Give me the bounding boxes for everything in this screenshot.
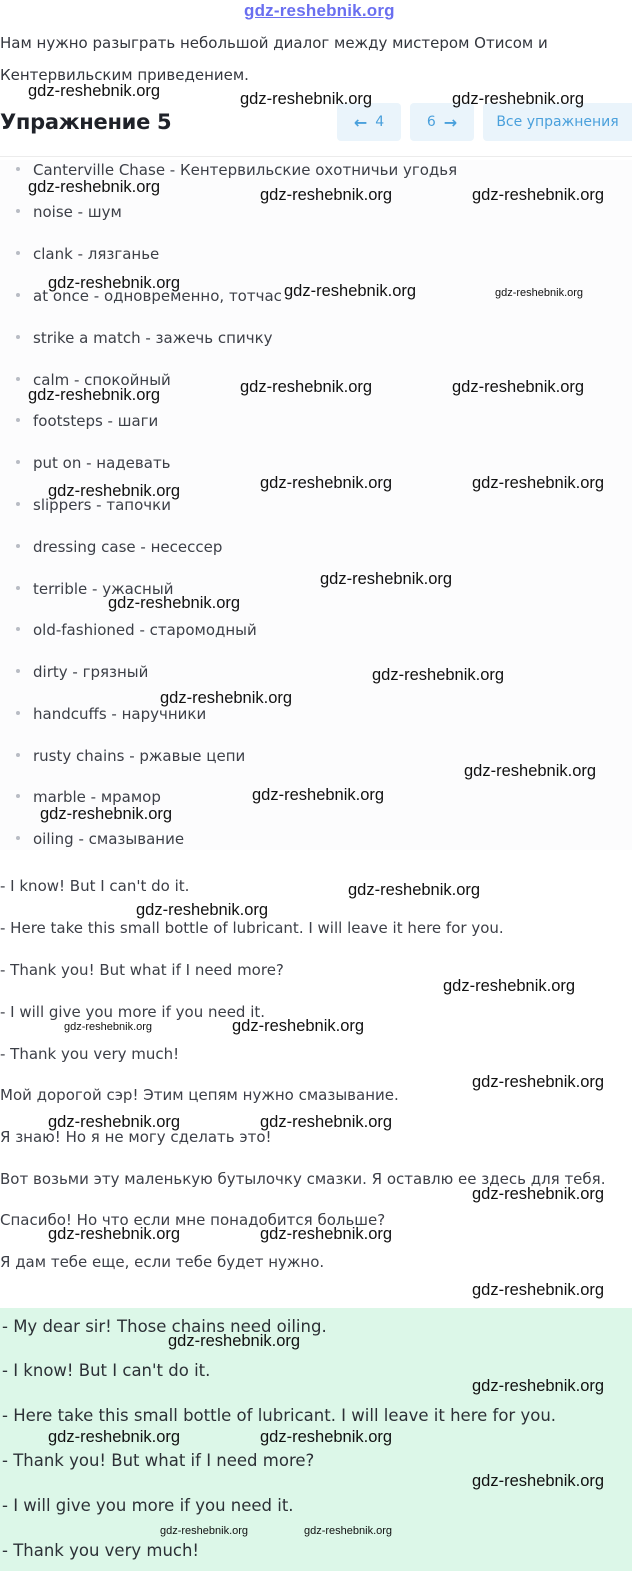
- vocabulary-text: slippers - тапочки: [33, 496, 171, 514]
- vocabulary-text: calm - спокойный: [33, 371, 171, 389]
- watermark-text: gdz-reshebnik.org: [40, 805, 173, 823]
- vocabulary-text: old-fashioned - старомодный: [33, 621, 257, 639]
- watermark-text: gdz-reshebnik.org: [472, 474, 605, 492]
- vocabulary-text: noise - шум: [33, 203, 122, 221]
- watermark-text: gdz-reshebnik.org: [240, 90, 373, 108]
- watermark-text: gdz-reshebnik.org: [260, 1225, 393, 1243]
- dialogue-line: - I know! But I can't do it.: [0, 877, 190, 895]
- vocabulary-text: terrible - ужасный: [33, 580, 174, 598]
- vocabulary-text: footsteps - шаги: [33, 412, 159, 430]
- vocabulary-text: at once - одновременно, тотчас: [33, 287, 282, 305]
- watermark-text: gdz-reshebnik.org: [232, 1017, 365, 1035]
- watermark-text: gdz-reshebnik.org: [348, 881, 481, 899]
- watermark-text: gdz-reshebnik.org: [472, 1185, 605, 1203]
- watermark-text: gdz-reshebnik.org: [472, 186, 605, 204]
- vocabulary-item: [16, 663, 148, 681]
- watermark-text: gdz-reshebnik.org: [252, 786, 385, 804]
- dialogue-line: Спасибо! Но что если мне понадобится больше?: [0, 1211, 386, 1229]
- answer-line: - Thank you very much!: [2, 1541, 200, 1560]
- watermark-text: gdz-reshebnik.org: [452, 378, 585, 396]
- vocabulary-item: [16, 203, 122, 221]
- watermark-text: gdz-reshebnik.org: [495, 287, 584, 299]
- all-exercises-label: Все упражнения: [496, 114, 619, 130]
- site-link[interactable]: gdz-reshebnik.org: [244, 1, 395, 20]
- watermark-text: gdz-reshebnik.org: [472, 1377, 605, 1395]
- answer-line: - I will give you more if you need it.: [2, 1496, 294, 1515]
- vocabulary-text: put on - надевать: [33, 454, 171, 472]
- bullet-icon: [16, 794, 20, 798]
- vocabulary-text: clank - лязганье: [33, 245, 160, 263]
- bullet-icon: [16, 418, 20, 422]
- intro-text-line-1: Нам нужно разыграть небольшой диалог между мистером Отисом и: [0, 34, 548, 52]
- intro-text-line-2: Кентервильским приведением.: [0, 66, 249, 84]
- watermark-text: gdz-reshebnik.org: [64, 1021, 153, 1033]
- bullet-icon: [16, 335, 20, 339]
- watermark-text: gdz-reshebnik.org: [304, 1525, 393, 1537]
- vocabulary-item: [16, 788, 161, 806]
- watermark-text: gdz-reshebnik.org: [28, 82, 161, 100]
- watermark-text: gdz-reshebnik.org: [48, 274, 181, 292]
- watermark-text: gdz-reshebnik.org: [48, 1428, 181, 1446]
- watermark-text: gdz-reshebnik.org: [260, 186, 393, 204]
- header-divider: [0, 156, 632, 157]
- bullet-icon: [16, 711, 20, 715]
- watermark-text: gdz-reshebnik.org: [472, 1073, 605, 1091]
- watermark-text: gdz-reshebnik.org: [320, 570, 453, 588]
- dialogue-line: - I will give you more if you need it.: [0, 1003, 266, 1021]
- bullet-icon: [16, 167, 20, 171]
- vocabulary-item: [16, 454, 171, 472]
- watermark-text: gdz-reshebnik.org: [108, 594, 241, 612]
- vocabulary-text: marble - мрамор: [33, 788, 161, 806]
- prev-exercise-label: 4: [375, 114, 385, 130]
- vocabulary-item: [16, 538, 222, 556]
- vocabulary-text: Canterville Chase - Кентервильские охотничьи угодья: [33, 161, 458, 179]
- watermark-text: gdz-reshebnik.org: [452, 90, 585, 108]
- arrow-left-icon: ←: [353, 112, 368, 132]
- watermark-text: gdz-reshebnik.org: [28, 178, 161, 196]
- vocabulary-item: [16, 412, 158, 430]
- dialogue-line: Мой дорогой сэр! Этим цепям нужно смазывание.: [0, 1086, 399, 1104]
- answer-line: - I know! But I can't do it.: [2, 1361, 211, 1380]
- dialogue-line: - Here take this small bottle of lubricant. I will leave it here for you.: [0, 919, 504, 937]
- answer-line: - Here take this small bottle of lubricant. I will leave it here for you.: [2, 1406, 557, 1425]
- dialogue-line: Вот возьми эту маленькую бутылочку смазки. Я оставлю ее здесь для тебя.: [0, 1170, 606, 1188]
- vocabulary-item: [16, 747, 245, 765]
- bullet-icon: [16, 502, 20, 506]
- bullet-icon: [16, 293, 20, 297]
- answer-line: - Thank you! But what if I need more?: [2, 1451, 315, 1470]
- vocabulary-item: [16, 329, 273, 347]
- bullet-icon: [16, 586, 20, 590]
- watermark-text: gdz-reshebnik.org: [240, 378, 373, 396]
- vocabulary-text: dirty - грязный: [33, 663, 149, 681]
- vocabulary-text: handcuffs - наручники: [33, 705, 207, 723]
- dialogue-line: - Thank you! But what if I need more?: [0, 961, 284, 979]
- bullet-icon: [16, 251, 20, 255]
- bullet-icon: [16, 544, 20, 548]
- watermark-text: gdz-reshebnik.org: [260, 474, 393, 492]
- dialogue-line: Я дам тебе еще, если тебе будет нужно.: [0, 1253, 325, 1271]
- bullet-icon: [16, 377, 20, 381]
- watermark-text: gdz-reshebnik.org: [472, 1472, 605, 1490]
- watermark-text: gdz-reshebnik.org: [464, 762, 597, 780]
- watermark-text: gdz-reshebnik.org: [136, 901, 269, 919]
- answer-line: - My dear sir! Those chains need oiling.: [2, 1317, 327, 1336]
- bullet-icon: [16, 669, 20, 673]
- next-exercise-label: 6: [426, 114, 436, 130]
- bullet-icon: [16, 460, 20, 464]
- vocabulary-item: [16, 245, 159, 263]
- watermark-text: gdz-reshebnik.org: [472, 1281, 605, 1299]
- dialogue-line: - Thank you very much!: [0, 1045, 180, 1063]
- watermark-text: gdz-reshebnik.org: [168, 1332, 301, 1350]
- arrow-right-icon: →: [443, 112, 458, 132]
- watermark-text: gdz-reshebnik.org: [260, 1113, 393, 1131]
- watermark-text: gdz-reshebnik.org: [372, 666, 505, 684]
- bullet-icon: [16, 209, 20, 213]
- vocabulary-item: [16, 621, 257, 639]
- watermark-text: gdz-reshebnik.org: [160, 689, 293, 707]
- dialogue-line: Я знаю! Но я не могу сделать это!: [0, 1128, 272, 1146]
- vocabulary-text: dressing case - несессер: [33, 538, 223, 556]
- watermark-text: gdz-reshebnik.org: [284, 282, 417, 300]
- watermark-text: gdz-reshebnik.org: [48, 1113, 181, 1131]
- vocabulary-text: rusty chains - ржавые цепи: [33, 747, 246, 765]
- watermark-text: gdz-reshebnik.org: [48, 1225, 181, 1243]
- watermark-text: gdz-reshebnik.org: [28, 386, 161, 404]
- bullet-icon: [16, 753, 20, 757]
- bullet-icon: [16, 836, 20, 840]
- exercise-title: Упражнение 5: [0, 110, 172, 134]
- watermark-text: gdz-reshebnik.org: [260, 1428, 393, 1446]
- bullet-icon: [16, 627, 20, 631]
- watermark-text: gdz-reshebnik.org: [48, 482, 181, 500]
- watermark-text: gdz-reshebnik.org: [443, 977, 576, 995]
- vocabulary-item: [16, 161, 457, 179]
- vocabulary-item: [16, 830, 184, 848]
- watermark-text: gdz-reshebnik.org: [160, 1525, 249, 1537]
- vocabulary-text: strike a match - зажечь спичку: [33, 329, 273, 347]
- vocabulary-text: oiling - смазывание: [33, 830, 185, 848]
